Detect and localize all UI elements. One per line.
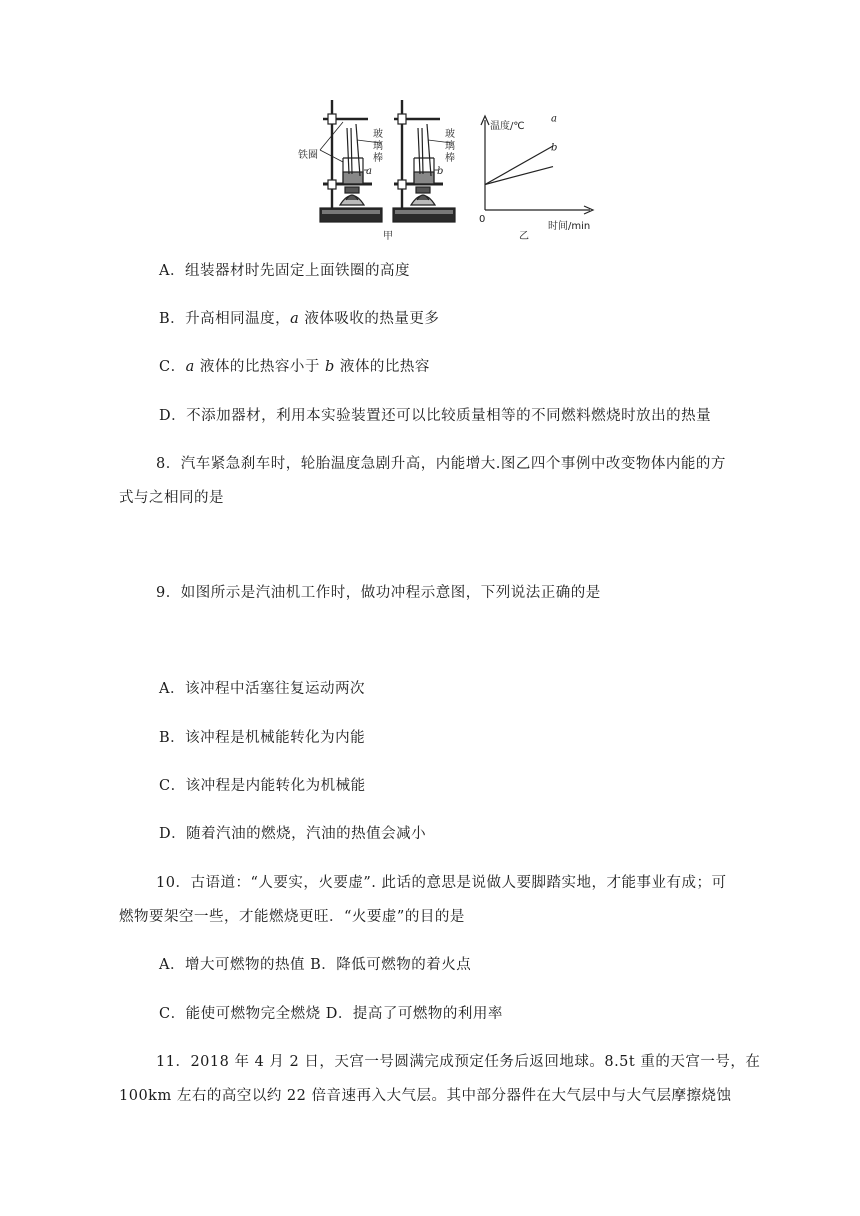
caption-jia: 甲	[383, 231, 393, 242]
q10-options-ab: A．增大可燃物的热值 B．降低可燃物的着火点	[159, 957, 472, 973]
q11-stem-line1: 11．2018 年 4 月 2 日，天宫一号圆满完成预定任务后返回地球。8.5t 重的天宫一号，在	[156, 1054, 761, 1070]
q9-option-c: C．该冲程是内能转化为机械能	[159, 778, 366, 794]
q10-stem-line1: 10．古语道：“人要实，火要虚”. 此话的意思是说做人要脚踏实地，才能事业有成；可	[156, 875, 727, 891]
q8-stem-line2: 式与之相同的是	[119, 490, 224, 506]
glass-rod-b	[427, 124, 431, 176]
q7-option-b	[159, 309, 439, 329]
series-line-a	[485, 146, 553, 185]
label-glass-rod-1a: 玻	[373, 129, 383, 140]
label-glass-rod-3a: 棒	[373, 153, 383, 164]
series-label-b: b	[551, 142, 558, 154]
q7-option-b-var: a	[290, 311, 300, 327]
q7-option-c-text: C．	[159, 359, 186, 375]
q10-options-cd: C．能使可燃物完全燃烧 D．提高了可燃物的利用率	[159, 1006, 503, 1022]
q10-stem-line2: 燃物要架空一些，才能燃烧更旺．“火要虚”的目的是	[119, 909, 465, 925]
label-glass-rod-3b: 棒	[445, 153, 455, 164]
q9-option-d: D．随着汽油的燃烧，汽油的热值会减小	[159, 826, 427, 842]
origin-label: 0	[479, 214, 486, 225]
label-b-apparatus: b	[437, 166, 444, 177]
series-line-b	[485, 167, 553, 185]
q9-option-b: B．该冲程是机械能转化为内能	[159, 730, 366, 746]
caption-yi: 乙	[519, 231, 529, 242]
q7-option-d-text: D．不添加器材，利用本实验装置还可以比较质量相等的不同燃料燃烧时放出的热量	[159, 408, 712, 424]
q7-option-d	[159, 406, 711, 426]
q7-option-b-rest: 液体吸收的热量更多	[299, 311, 440, 327]
thermometer-b	[418, 128, 420, 174]
q8-stem-line1: 8．汽车紧急刹车时，轮胎温度急剧升高，内能增大.图乙四个事例中改变物体内能的方	[156, 456, 726, 472]
q9-option-a: A．该冲程中活塞往复运动两次	[159, 681, 365, 697]
label-glass-rod-1b: 玻	[445, 129, 455, 140]
q7-option-a	[159, 261, 410, 281]
y-axis-label: 温度/℃	[490, 121, 525, 132]
q7-option-a-text: A．组装器材时先固定上面铁圈的高度	[159, 263, 410, 279]
q7-option-b-text: B．升高相同温度，	[159, 311, 291, 327]
thermometer-a	[347, 128, 349, 174]
label-a-apparatus: a	[366, 166, 372, 177]
experiment-figure	[0, 0, 860, 250]
q7-option-c-var-a: a	[185, 359, 195, 375]
q7-option-c-var-b: b	[324, 359, 335, 375]
label-iron-ring: 铁圈	[298, 150, 318, 161]
q7-option-c-rest: 液体的比热容	[334, 359, 430, 375]
glass-rod-a	[356, 124, 360, 176]
q7-option-c	[159, 357, 430, 377]
label-glass-rod-2a: 璃	[373, 141, 383, 152]
q9-stem: 9．如图所示是汽油机工作时，做功冲程示意图，下列说法正确的是	[156, 585, 601, 601]
label-glass-rod-2b: 璃	[445, 141, 455, 152]
q11-stem-line2: 100km 左右的高空以约 22 倍音速再入大气层。其中部分器件在大气层中与大气层摩擦烧蚀	[119, 1088, 732, 1104]
q7-option-c-mid: 液体的比热容小于	[194, 359, 325, 375]
figure-svg	[0, 0, 860, 250]
series-label-a: a	[551, 113, 557, 125]
x-axis-label: 时间/min	[548, 221, 591, 232]
